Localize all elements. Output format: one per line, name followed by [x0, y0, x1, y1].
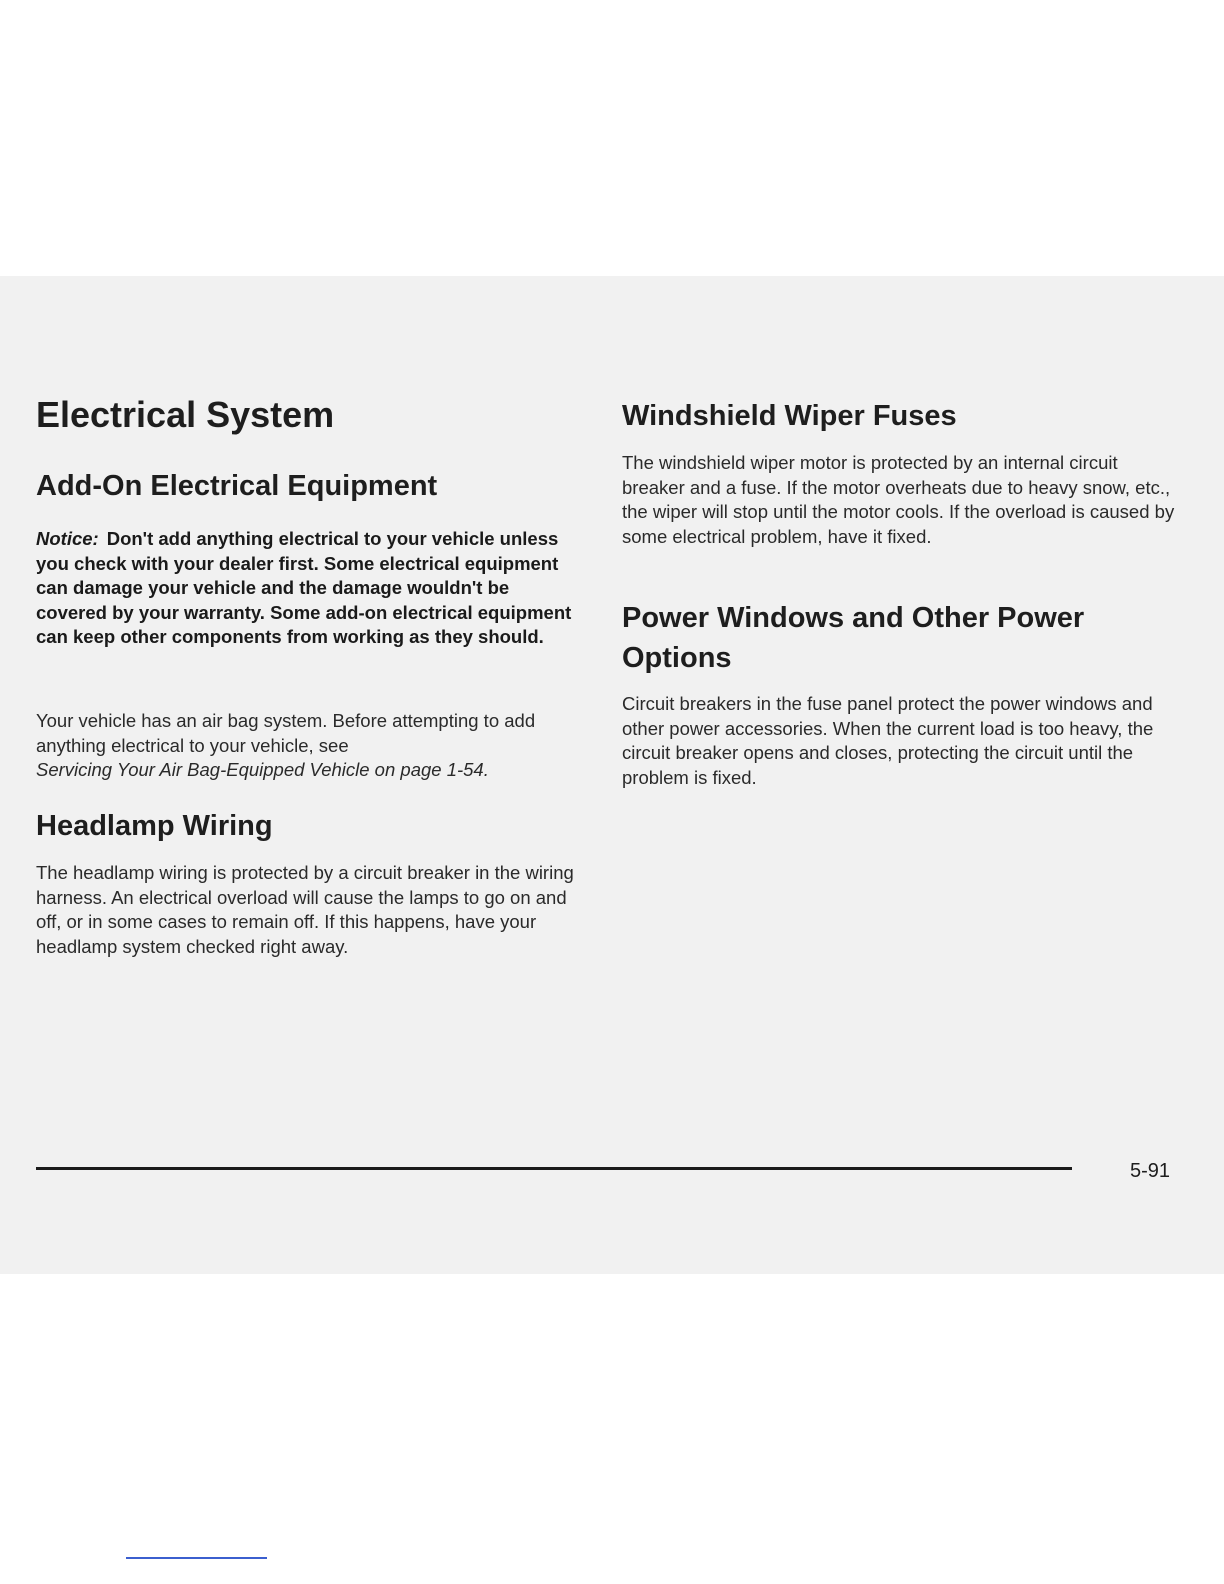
addon-heading: Add-On Electrical Equipment — [36, 470, 438, 502]
notice-label: Notice: — [36, 528, 99, 549]
footer-rule — [36, 1167, 1072, 1170]
addon-body-text: Your vehicle has an air bag system. Before attempting to add anything electrical to your vehicle, see — [36, 710, 536, 756]
notice-paragraph — [36, 527, 581, 650]
link-underline-mark — [126, 1557, 267, 1559]
power-heading: Power Windows and Other Power Options — [622, 602, 1085, 674]
airbag-service-reference[interactable]: Servicing Your Air Bag-Equipped Vehicle on page 1-54. — [36, 759, 489, 780]
wiper-heading: Windshield Wiper Fuses — [622, 400, 957, 432]
headlamp-body: The headlamp wiring is protected by a circuit breaker in the wiring harness. An electrical overload will cause the lamps to go on and off, or in some cases to remain off. If this happens, have your headlamp system checked right away. — [36, 862, 574, 957]
page-number: 5-91 — [1130, 1160, 1171, 1182]
power-body: Circuit breakers in the fuse panel protect the power windows and other power accessories. When the current load is too heavy, the circuit breaker opens and closes, protecting the circuit until the problem is fixed. — [622, 693, 1154, 788]
wiper-body: The windshield wiper motor is protected by an internal circuit breaker and a fuse. If the motor overheats due to heavy snow, etc., the wiper will stop until the motor cools. If the overload is caused by some electrical problem, have it fixed. — [622, 452, 1175, 547]
headlamp-heading: Headlamp Wiring — [36, 810, 273, 842]
notice-text: Don't add anything electrical to your vehicle unless you check with your dealer first. Some electrical equipment can damage your vehicle and the damage wouldn't be covered by your warranty. Some add-on electrical equipment can keep other components from working as they should. — [36, 528, 572, 647]
page-title: Electrical System — [36, 394, 335, 435]
manual-page — [0, 276, 1224, 1274]
addon-body — [36, 709, 576, 783]
